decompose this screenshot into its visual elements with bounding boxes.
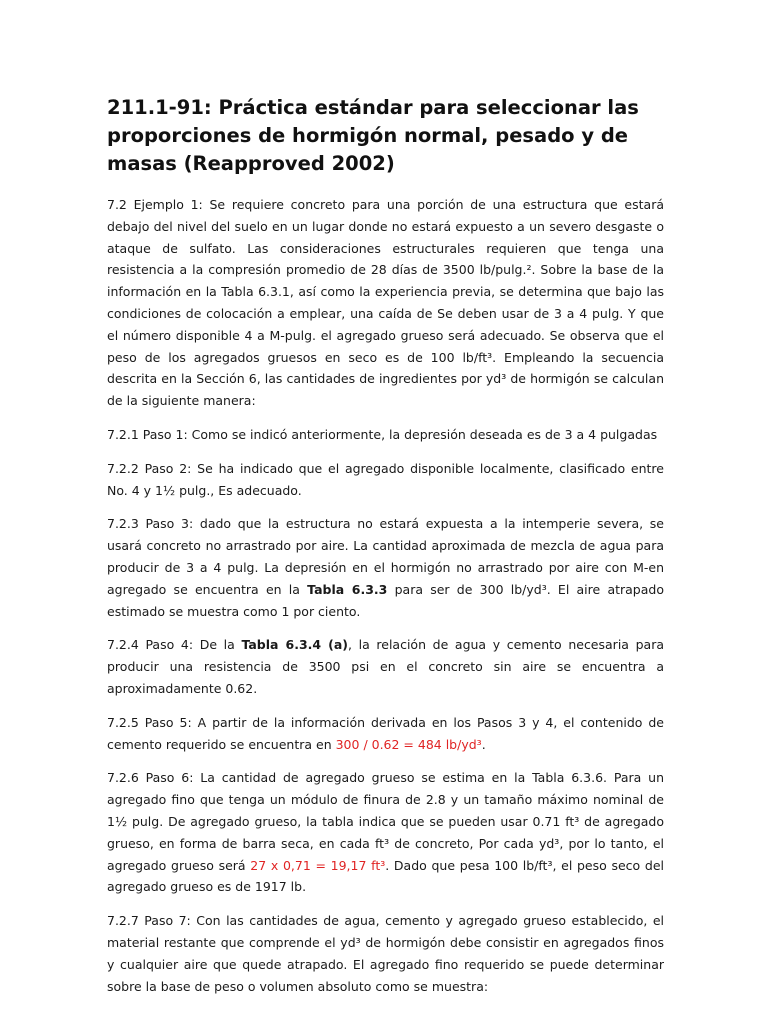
paragraph-step-2: 7.2.2 Paso 2: Se ha indicado que el agregado disponible localmente, clasificado entre No. 4 y 1½ pulg., Es adecuado. bbox=[107, 460, 664, 498]
coarse-aggregate-calculation-highlight: 27 x 0,71 = 19,17 ft³ bbox=[250, 857, 386, 873]
paragraph-step-5 bbox=[107, 712, 664, 756]
cement-calculation-highlight: 300 / 0.62 = 484 lb/yd³ bbox=[335, 736, 482, 752]
step-3-text-c: para ser de 300 lb/yd³. El aire atrapado estimado se muestra como 1 por ciento. bbox=[107, 581, 664, 619]
step-3-text-a: 7.2.3 Paso 3: dado que la estructura no estará expuesta a la intemperie severa, se usará concreto no arrastrado por aire. La cantidad aproximada de mezcla de agua para producir de 3 a 4 pulg. La depresión en el hormigón no arrastrado por aire con M-en agregado se encuentra en la bbox=[107, 516, 664, 597]
step-6-text-c: . Dado que pesa 100 lb/ft³, el peso seco del agregado grueso es de 1917 lb. bbox=[107, 857, 664, 895]
table-6-3-3-reference: Tabla 6.3.3 bbox=[307, 581, 388, 597]
step-6-text-a: 7.2.6 Paso 6: La cantidad de agregado grueso se estima en la Tabla 6.3.6. Para un agregado fino que tenga un módulo de finura de 2.8 y un tamaño máximo nominal de 1½ pulg. De agregado grueso, la tabla indica que se pueden usar 0.71 ft³ de agregado grueso, en forma de barra seca, en cada ft³ de concreto, Por cada yd³, por lo tanto, el agregado grueso será bbox=[107, 770, 664, 873]
paragraph-step-1: 7.2.1 Paso 1: Como se indicó anteriormente, la depresión deseada es de 3 a 4 pulgadas bbox=[107, 426, 658, 442]
step-5-text-a: 7.2.5 Paso 5: A partir de la información derivada en los Pasos 3 y 4, el contenido de cemento requerido se encuentra en bbox=[107, 714, 664, 752]
step-4-text-c: , la relación de agua y cemento necesaria para producir una resistencia de 3500 psi en el concreto sin aire se encuentra a aproximadamente 0.62. bbox=[107, 637, 664, 696]
paragraph-step-3 bbox=[107, 513, 664, 622]
step-4-text-a: 7.2.4 Paso 4: De la bbox=[107, 637, 242, 653]
paragraph-step-4 bbox=[107, 634, 664, 699]
table-6-3-4a-reference: Tabla 6.3.4 (a) bbox=[241, 637, 348, 653]
paragraph-example-1: 7.2 Ejemplo 1: Se requiere concreto para una porción de una estructura que estará debajo del nivel del suelo en un lugar donde no estará expuesto a un severo desgaste o ataque de sulfato. Las consideraciones estructurales requieren que tenga una resistencia a la compresión promedio de 28 días de 3500 lb/pulg.². Sobre la base de la información en la Tabla 6.3.1, así como la experiencia previa, se determina que bajo las condiciones de colocación a emplear, una caída de Se deben usar de 3 a 4 pulg. Y que el número disponible 4 a M-pulg. el agregado grueso será adecuado. Se observa que el peso de los agregados gruesos en seco es de 100 lb/ft³. Empleando la secuencia descrita en la Sección 6, las cantidades de ingredientes por yd³ de hormigón se calculan de la siguiente manera: bbox=[107, 197, 664, 409]
paragraph-step-6 bbox=[107, 767, 664, 898]
step-5-text-c: . bbox=[481, 736, 486, 752]
paragraph-step-7: 7.2.7 Paso 7: Con las cantidades de agua, cemento y agregado grueso establecido, el material restante que comprende el yd³ de hormigón debe consistir en agregados finos y cualquier aire que quede atrapado. El agregado fino requerido se puede determinar sobre la base de peso o volumen absoluto como se muestra: bbox=[107, 913, 664, 994]
document-title: 211.1-91: Práctica estándar para seleccionar las proporciones de hormigón normal, pesado y de masas (Reapproved 2002) bbox=[107, 96, 639, 175]
